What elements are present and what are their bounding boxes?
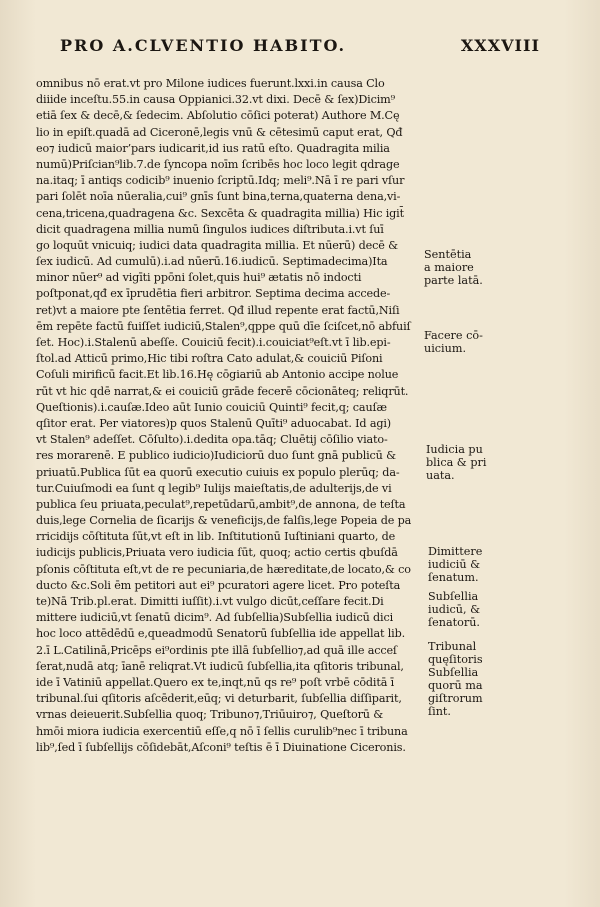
text-line: 2.ī L.Catilinā,Pricēps ei⁹ordinis pte illā ſubſellio⁊,ad quā ille acceſ (36, 643, 397, 657)
text-line: vrnas deieuerit.Subſellia quoq; Tribuno⁊,Triūuiro⁊, Queſtorū & (36, 708, 384, 722)
text-line: ſtol.ad Atticū primo,Hic tibi roſtra Cato adulat,& couiciū Piſoni (36, 352, 383, 366)
text-line: vt Stalen⁹ adeſſet. Cōſulto).i.dedita opa.tāq; Cluētij cōſilio viato- (36, 433, 388, 447)
text-line: ēm repēte factū fuiſſet iudiciū,Stalen⁹,qppe quū dīe ſciſcet,nō abfuiſ (36, 319, 411, 333)
marginal-note-line: parte latā. (424, 274, 483, 287)
text-line: pari ſolēt noīa nūeralia,cui⁹ gnīs ſunt bina,terna,quaterna dena,vi- (36, 190, 401, 204)
text-line: ducto &c.Soli ēm petitori aut ei⁹ pcuratori agere licet. Pro poteſta (36, 578, 401, 592)
marginal-note-sententia (424, 248, 483, 287)
text-line: publica ſeu priuata,peculat⁹,repetūdarū,ambit⁹,de annona, de teſta (36, 497, 406, 511)
text-line: pſonis cōſtituta eſt,vt de re pecuniaria,de hæreditate,de locato,& co (36, 562, 411, 576)
marginal-note-line: Iudicia pu (426, 443, 483, 456)
running-header (60, 36, 540, 62)
text-line: ſerat,nudā atq; īanē reliqrat.Vt iudicū ſubſellia,ita qſitoris tribunal, (36, 659, 404, 673)
marginal-note-line: ſint. (428, 705, 451, 718)
marginal-note-line: quęſitoris (428, 653, 483, 666)
text-line: qſitor erat. Per viatores)p quos Stalenū Quīti⁹ aduocabat. Id agi) (36, 416, 392, 430)
marginal-note-line: quorū ma (428, 679, 483, 692)
text-line: te)Nā Trib.pl.erat. Dimitti iuſſit).i.vt vulgo dicūt,ceſſare fecit.Di (36, 595, 384, 608)
text-line: hmōi miora iudicia exercentiū eſſe,q nō ī ſellis curulib⁹nec ī tribuna (36, 724, 408, 738)
text-line: duis,lege Cornelia de ſicarijs & veneficijs,de falſis,lege Popeia de pa (36, 514, 412, 528)
text-line: numū)Priſcian⁹lib.7.de ſyncopa noīm ſcribēs hoc loco legit qdrage (36, 157, 400, 171)
text-line: cena,tricena,quadragena &c. Sexcēta & quadragita millia) Hic igit̄ (36, 206, 404, 220)
marginal-note-line: giſtrorum (428, 692, 483, 705)
text-line: poſtponat,qđ ex īprudētia fieri arbitror. Septima decima accede- (36, 287, 391, 301)
text-line: iudicijs publicis,Priuata vero iudicia ſūt, quoq; actio certis qbuſdā (36, 546, 398, 560)
text-line: ſex iudicū. Ad cumulū).i.ad nūerū.16.iudicū. Septimadecima)Ita (36, 255, 388, 269)
marginal-note-facere-convicium (424, 329, 483, 355)
commentary-text-block (36, 76, 436, 756)
text-line: tur.Cuiuſmodi ea ſunt q legib⁹ Iulijs maieſtatis,de adulterijs,de vi (36, 481, 392, 495)
text-line: lib⁹,ſed ī ſubſellijs cōſidebāt,Aſconi⁹ teſtis ē ī Diuinatione Ciceronis. (36, 740, 406, 754)
text-line: rricidijs cōſtituta ſūt,vt eſt in lib. Inſtitutionū Iuſtiniani quarto, de (36, 530, 396, 544)
text-line: diiide inceſtu.55.in causa Oppianici.32.vt dixi. Decē & ſex)Dicim⁹ (36, 93, 395, 107)
text-line: lio in epiſt.quadā ad Ciceronē,legis vnū & cētesimū caput erat, Qđ (36, 125, 403, 139)
text-line: go loquūt vnicuiq; iudici data quadragita millia. Et nūerū) decē & (36, 238, 398, 252)
marginal-note-line: Tribunal (428, 640, 477, 653)
marginal-note-subsellia (428, 590, 480, 629)
marginal-note-line: blica & pri (426, 456, 487, 469)
marginal-note-tribunal (428, 640, 483, 718)
marginal-note-line: uicium. (424, 342, 466, 355)
text-line: tribunal.ſui qſitoris aſcēderit,eūq; vi deturbarit, ſubſellia diſſiparit, (36, 692, 402, 706)
marginal-note-line: iudiciū & (428, 558, 481, 571)
marginal-note-dimittere (428, 545, 482, 584)
text-line: mittere iudiciū,vt ſenatū dicim⁹. Ad ſubſellia)Subſellia iudicū dici (36, 611, 394, 625)
marginal-note-line: ſenatorū. (428, 616, 480, 629)
marginal-note-line: a maiore (424, 261, 474, 274)
text-line: omnibus nō erat.vt pro Milone iudices fuerunt.lxxi.in causa Clo (36, 77, 385, 90)
text-line: rūt vt hic qdē narrat,& ei couiciū grāde fecerē cōcionāteq; reliqrūt. (36, 384, 409, 398)
text-line: dicit quadragena millia numū ſingulos iudices diſtributa.i.vt ſuī (36, 222, 384, 236)
text-line: eo⁊ iudicū maior’pars iudicarit,id ius ratū eſto. Quadragita milia (36, 141, 390, 155)
text-line: ret)vt a maiore pte ſentētia ferret. Qđ illud repente erat factū,Niſi (36, 303, 400, 317)
text-line: res morarenē. E publico iudicio)Iudiciorū duo ſunt gnā publicū & (36, 449, 396, 463)
marginal-note-line: Sentētia (424, 248, 472, 261)
folio-number: XXXVIII (460, 36, 540, 55)
text-line: minor nūer⁹ ad vigīti ppōni ſolet,quis hui⁹ ætatis nō indocti (36, 271, 362, 285)
text-line: ſet. Hoc).i.Stalenū abeſſe. Couiciū fecit).i.couiciat⁹eſt.vt ī lib.epi- (36, 336, 391, 349)
marginal-note-line: Dimittere (428, 545, 483, 558)
text-line: hoc loco attēdēdū e,queadmodū Senatorū ſubſellia ide appellat lib. (36, 627, 405, 641)
marginal-note-iudicia (426, 443, 486, 482)
marginal-note-line: ſenatum. (428, 571, 479, 584)
text-line: ide ī Vatiniū appellat.Quero ex te,inqt,nū qs re⁹ poſt vrbē cōditā ī (36, 675, 395, 689)
marginal-note-line: Subſellia (428, 666, 479, 679)
text-line: Queſtionis).i.cauſæ.Ideo aūt Iunio couiciū Quinti⁹ fecit,q; cauſæ (36, 400, 387, 414)
text-line: priuatū.Publica ſūt ea quorū executio cuiuis ex populo plerūq; da- (36, 465, 400, 479)
marginal-note-line: uata. (426, 469, 455, 482)
running-title: PRO A.CLVENTIO HABITO. (60, 36, 347, 55)
text-line: etiā ſex & decē,& ſedecim. Abſolutio cōſici poterat) Authore M.Cę (36, 109, 400, 123)
marginal-note-line: iudicū, & (428, 603, 481, 616)
marginal-note-line: Facere cō- (424, 329, 483, 342)
text-line: Coſuli mirificū facit.Et lib.16.Hę cōgiariū ab Antonio accipe nolue (36, 368, 399, 382)
text-line: na.itaq; ī antiqs codicib⁹ inuenio ſcriptū.Idq; meli⁹.Nā ī re pari vſur (36, 174, 405, 188)
marginal-note-line: Subſellia (428, 590, 479, 603)
